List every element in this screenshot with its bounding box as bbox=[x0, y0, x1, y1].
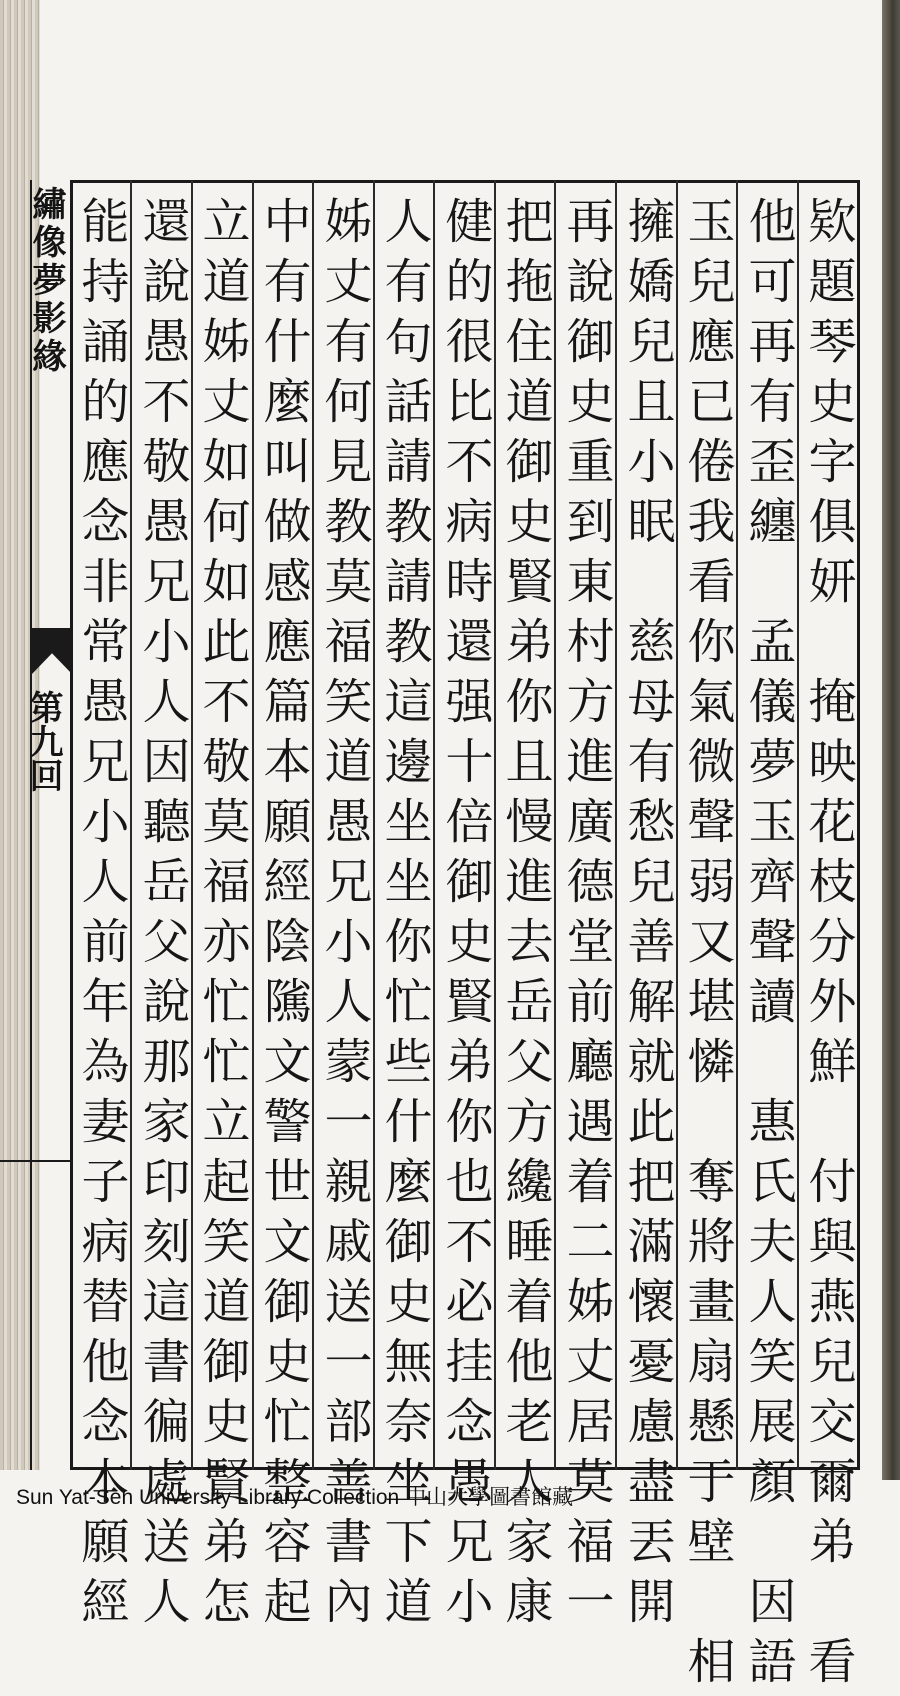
column-rule bbox=[373, 180, 375, 1470]
column-rule bbox=[191, 180, 193, 1470]
text-column-13: 能持誦的應念非常愚兄小人前年為妻子病替他念本願經 bbox=[73, 196, 129, 1636]
chapter-label: 第九回 bbox=[23, 690, 63, 792]
text-column-6: 把拖住道御史賢弟你且慢進去岳父方纔睡着他老人家康 bbox=[497, 196, 553, 1636]
text-column-3: 玉兒應已倦我看你氣微聲弱又堪憐 奪將畫扇懸于壁 相 bbox=[679, 196, 735, 1696]
text-column-11: 立道姊丈如何如此不敬莫福亦忙忙立起笑道御史賢弟怎 bbox=[194, 196, 250, 1636]
folio-rule bbox=[0, 1160, 70, 1162]
column-rule bbox=[554, 180, 556, 1470]
binding-edge bbox=[882, 0, 900, 1480]
column-rule bbox=[615, 180, 617, 1470]
column-rule bbox=[312, 180, 314, 1470]
text-column-7: 健的很比不病時還强十倍御史賢弟你也不必挂念愚兄小 bbox=[437, 196, 493, 1636]
text-column-1: 欵題琴史字俱妍 掩映花枝分外鮮 付與燕兒交爾弟 看 bbox=[800, 196, 856, 1696]
text-column-10: 中有什麼叫做感應篇本願經陰隲文警世文御史忙整容起 bbox=[255, 196, 311, 1636]
text-column-4: 擁嬌兒且小眠 慈母有愁兒善解就此把滿懷憂慮盡丟開 bbox=[619, 196, 675, 1636]
text-column-9: 姊丈有何見教莫福笑道愚兄小人蒙一親戚送一部善書內 bbox=[316, 196, 372, 1636]
column-rule bbox=[130, 180, 132, 1470]
text-column-2: 他可再有歪纏 孟儀夢玉齊聲讀 惠氏夫人笑展顏 因語 bbox=[740, 196, 796, 1696]
column-rule bbox=[252, 180, 254, 1470]
column-rule bbox=[676, 180, 678, 1470]
banner-title: 繡像夢影緣 bbox=[26, 186, 66, 376]
column-rule bbox=[797, 180, 799, 1470]
collection-caption: Sun Yat-Sen University Library Collection 中山大學圖書館藏 bbox=[16, 1486, 574, 1509]
column-rule bbox=[433, 180, 435, 1470]
text-column-8: 人有句話請教請教這邊坐坐你忙些什麼御史無奈坐下道 bbox=[376, 196, 432, 1636]
fishtail-mark bbox=[32, 628, 72, 674]
text-column-12: 還說愚不敬愚兄小人因聽岳父說那家印刻這書徧處送人 bbox=[134, 196, 190, 1636]
column-rule bbox=[494, 180, 496, 1470]
text-column-5: 再說御史重到東村方進廣德堂前廳遇着二姊丈居莫福一 bbox=[558, 196, 614, 1636]
column-rule bbox=[736, 180, 738, 1470]
block-banner bbox=[23, 180, 70, 1470]
